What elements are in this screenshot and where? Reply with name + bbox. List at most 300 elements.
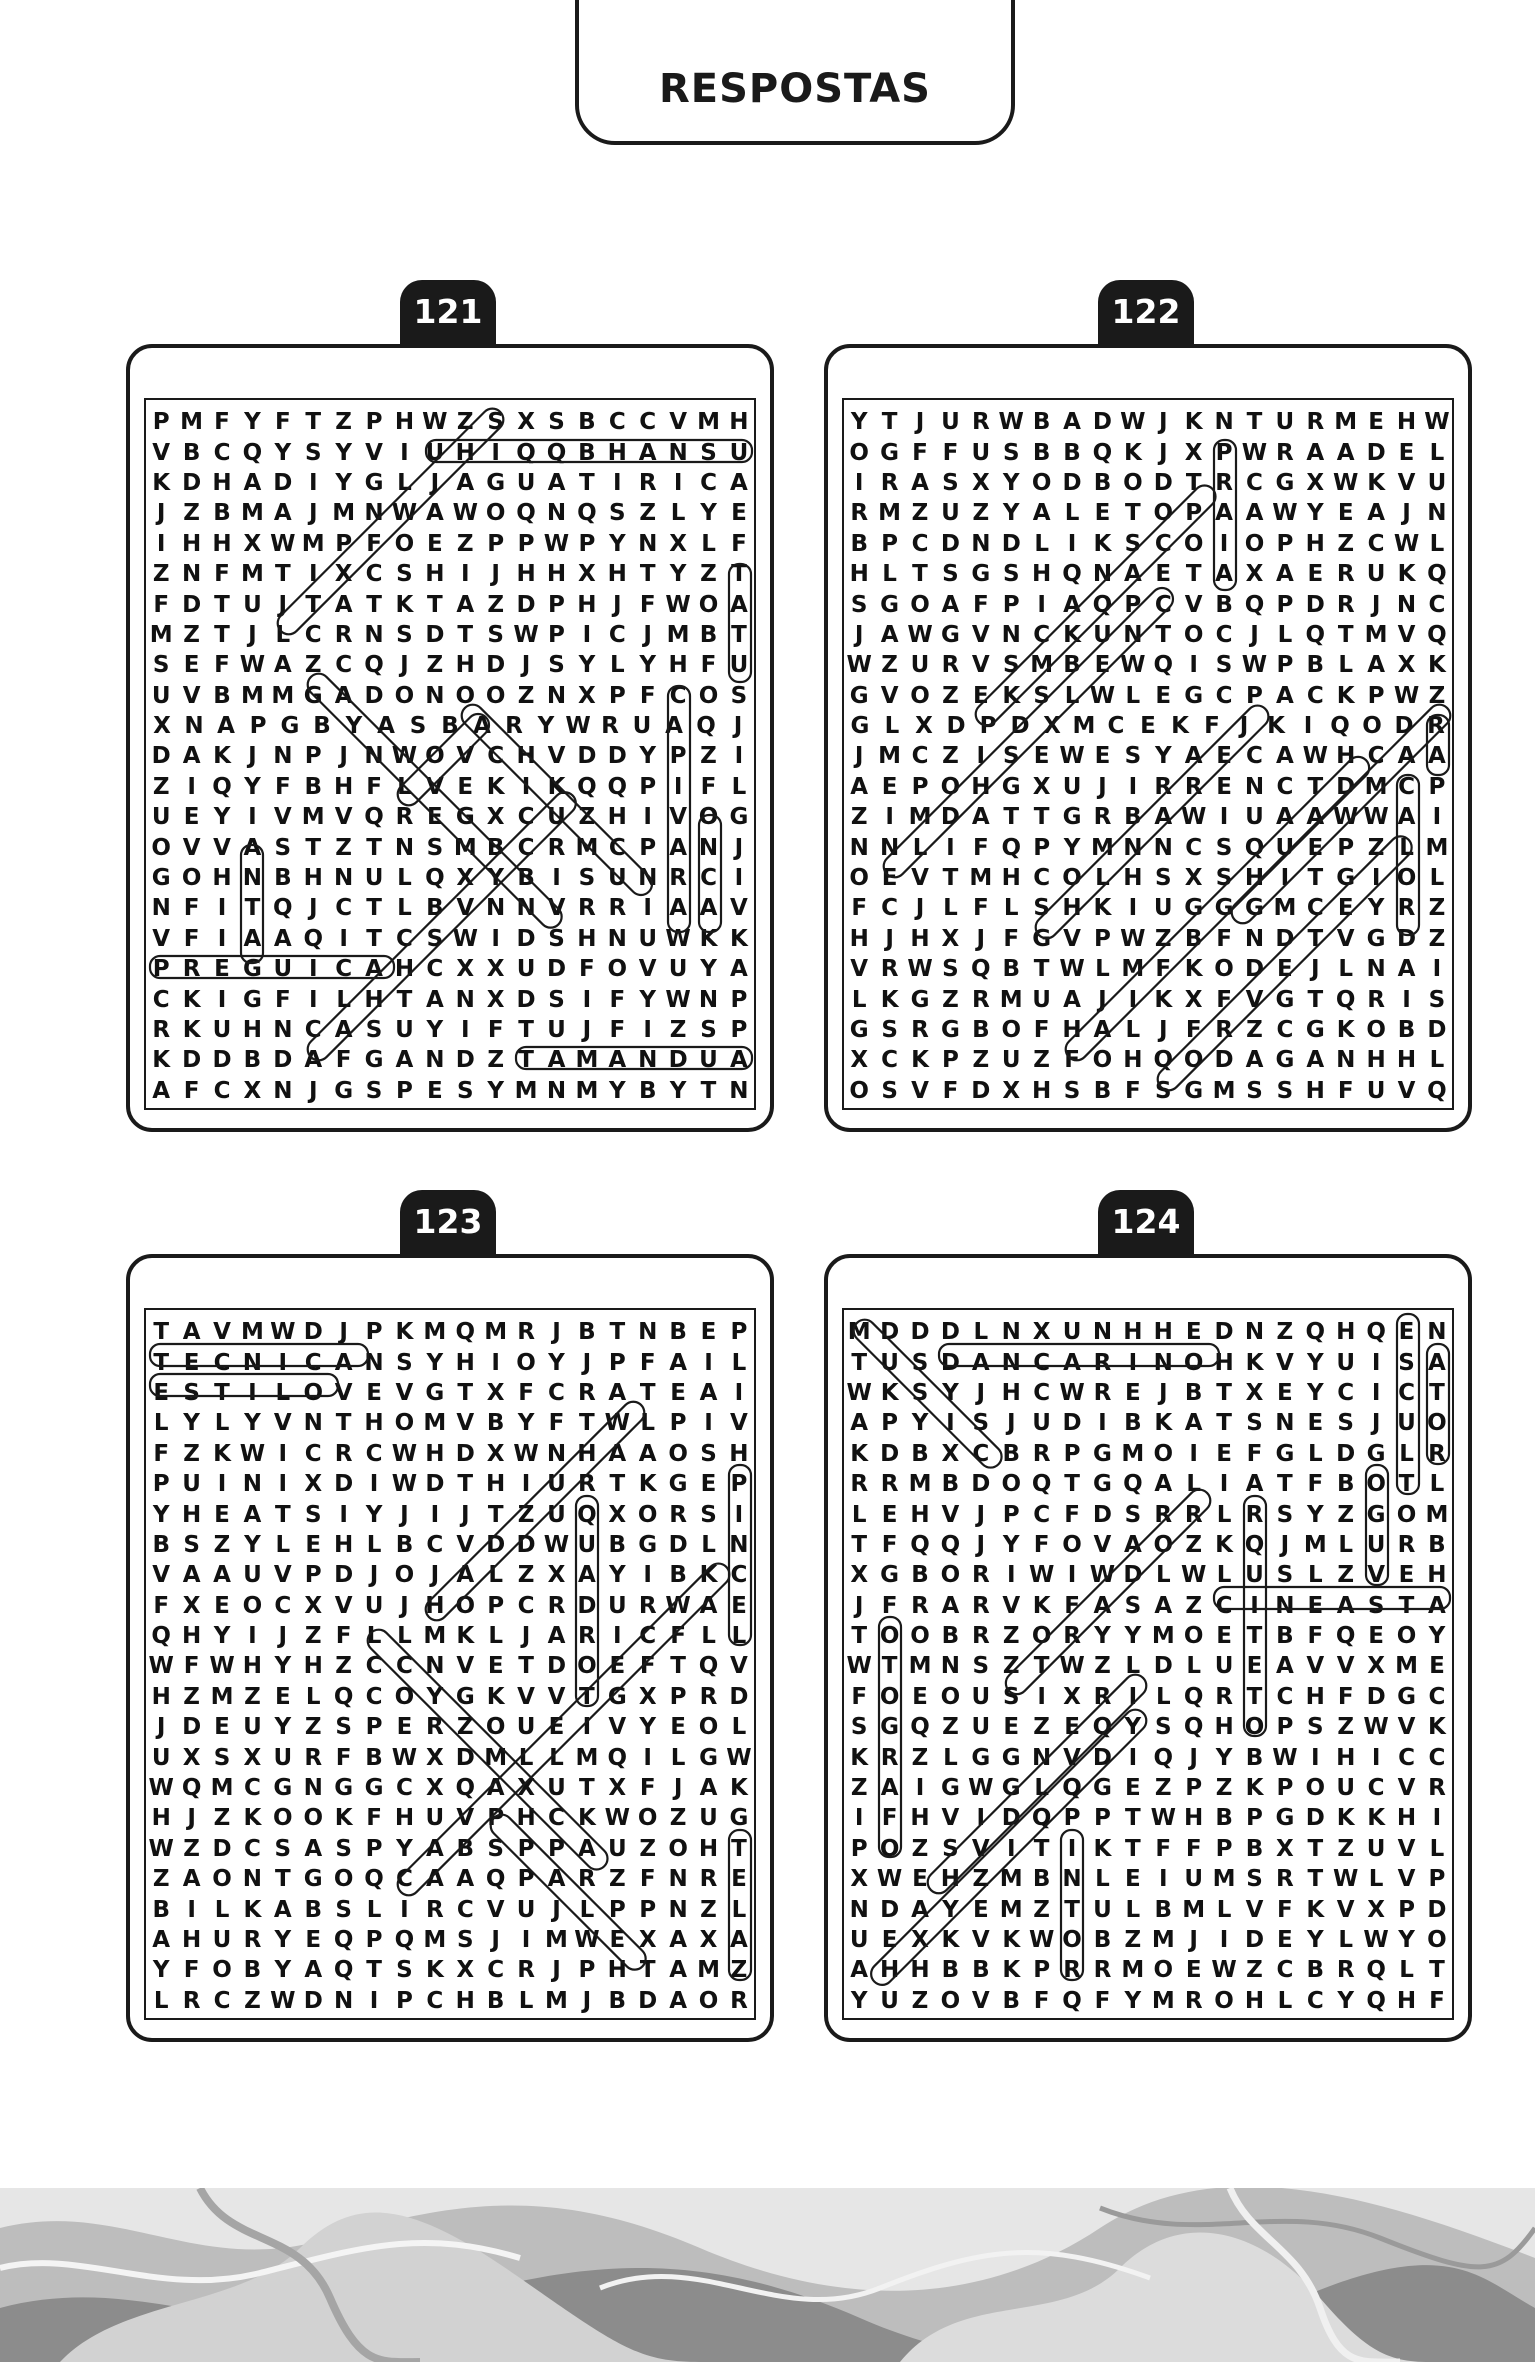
grid-letter: V [334, 1592, 353, 1619]
grid-letter: A [850, 1957, 869, 1984]
grid-letter: P [850, 1835, 868, 1862]
grid-letter: Q [1092, 591, 1113, 618]
grid-letter: V [730, 895, 748, 922]
grid-letter: Z [608, 1866, 626, 1893]
grid-letter: V [395, 1379, 414, 1406]
grid-letter: Z [669, 1805, 687, 1832]
grid-letter: N [1275, 1592, 1295, 1619]
grid-row [146, 681, 754, 711]
grid-letter: P [1063, 1440, 1081, 1467]
grid-row [844, 1439, 1452, 1469]
grid-letter: K [577, 1805, 596, 1832]
grid-letter: E [1125, 1379, 1141, 1406]
grid-letter: E [1125, 1775, 1141, 1802]
grid-letter: W [391, 1440, 418, 1467]
grid-letter: I [491, 439, 500, 466]
grid-letter: H [516, 743, 536, 770]
grid-letter: K [1063, 621, 1081, 648]
grid-letter: G [729, 1805, 749, 1832]
grid-letter: A [273, 925, 292, 952]
grid-letter: U [516, 956, 536, 983]
grid-letter: M [545, 1987, 568, 2014]
grid-letter: A [425, 500, 444, 527]
grid-letter: V [1306, 1653, 1325, 1680]
grid-letter: O [698, 591, 719, 618]
grid-letter: O [668, 1440, 688, 1467]
grid-letter: N [516, 895, 536, 922]
grid-letter: B [1032, 409, 1051, 436]
grid-letter: V [941, 1501, 960, 1528]
grid-letter: H [729, 1440, 749, 1467]
grid-letter: Q [394, 1927, 415, 1953]
grid-letter: G [910, 986, 930, 1013]
grid-letter: M [423, 1319, 447, 1346]
grid-letter: C [1398, 1379, 1415, 1406]
grid-letter: E [427, 1077, 443, 1104]
grid-letter: M [240, 500, 264, 527]
grid-letter: L [1095, 956, 1110, 983]
grid-letter: W [1363, 804, 1389, 831]
grid-letter: A [456, 1866, 475, 1893]
grid-letter: J [976, 1531, 986, 1558]
grid-letter: I [1303, 713, 1313, 740]
puzzle-grid-122 [842, 398, 1454, 1110]
grid-letter: R [971, 1562, 990, 1589]
grid-letter: I [1219, 1471, 1229, 1498]
grid-letter: P [152, 956, 170, 983]
grid-letter: A [425, 1866, 444, 1893]
grid-letter: R [505, 713, 523, 740]
grid-letter: Y [1124, 1987, 1142, 2014]
grid-letter: D [1336, 1440, 1356, 1467]
grid-letter: A [850, 1410, 869, 1437]
grid-letter: K [547, 773, 566, 800]
grid-letter: F [1033, 1987, 1050, 2014]
grid-letter: I [248, 804, 257, 831]
grid-letter: Q [1244, 591, 1265, 618]
grid-row [146, 1742, 754, 1772]
grid-letter: D [1244, 956, 1265, 983]
grid-letter: R [911, 1592, 929, 1619]
grid-letter: E [183, 804, 200, 831]
grid-letter: L [1338, 1927, 1354, 1953]
grid-letter: C [1033, 1501, 1051, 1528]
grid-letter: U [577, 1531, 597, 1558]
grid-letter: C [365, 1440, 383, 1467]
grid-letter: D [940, 530, 960, 557]
grid-letter: E [396, 1714, 413, 1741]
grid-letter: U [1062, 1319, 1082, 1346]
grid-letter: R [971, 1592, 990, 1619]
grid-letter: B [426, 895, 444, 922]
grid-letter: L [1338, 1531, 1354, 1558]
grid-letter: Y [578, 652, 596, 679]
grid-letter: X [1276, 1835, 1294, 1862]
grid-letter: S [1002, 439, 1020, 466]
grid-letter: C [1276, 1957, 1294, 1984]
grid-letter: Y [426, 1017, 444, 1043]
grid-letter: E [731, 500, 747, 527]
grid-letter: T [274, 561, 291, 588]
grid-letter: O [212, 1866, 232, 1893]
grid-letter: X [486, 1379, 505, 1406]
grid-letter: N [668, 439, 688, 466]
grid-letter: G [273, 1775, 293, 1802]
grid-letter: R [1184, 1501, 1203, 1528]
grid-letter: G [1001, 773, 1021, 800]
grid-letter: U [243, 1562, 262, 1589]
grid-letter: T [1337, 621, 1354, 648]
grid-row [844, 1712, 1452, 1742]
grid-letter: A [547, 469, 566, 496]
grid-letter: X [1184, 986, 1203, 1013]
grid-row [146, 1439, 754, 1469]
grid-letter: I [854, 469, 864, 496]
grid-letter: K [1336, 1805, 1355, 1832]
grid-letter: L [518, 1987, 534, 2014]
grid-letter: G [638, 1531, 658, 1558]
grid-letter: O [607, 956, 628, 983]
grid-letter: E [214, 1714, 230, 1741]
grid-letter: W [148, 1653, 174, 1680]
grid-letter: N [638, 1047, 658, 1074]
grid-letter: P [1033, 834, 1051, 861]
grid-letter: L [701, 530, 716, 557]
grid-letter: U [1336, 1349, 1356, 1376]
grid-letter: D [577, 1592, 597, 1619]
grid-letter: M [1425, 834, 1449, 861]
grid-letter: I [339, 1501, 348, 1528]
grid-letter: S [396, 1957, 413, 1984]
grid-letter: O [212, 1957, 232, 1984]
grid-letter: E [366, 1379, 382, 1406]
grid-letter: W [1302, 743, 1328, 770]
grid-letter: V [1245, 1896, 1264, 1923]
grid-letter: K [850, 1744, 869, 1771]
grid-letter: V [1397, 1866, 1416, 1893]
grid-letter: J [369, 1562, 379, 1589]
grid-letter: Q [212, 773, 232, 800]
grid-row [146, 1408, 754, 1438]
grid-letter: L [731, 773, 747, 800]
grid-letter: T [427, 591, 443, 618]
grid-letter: L [336, 986, 351, 1013]
grid-letter: I [308, 986, 318, 1013]
grid-letter: N [273, 1077, 293, 1104]
grid-letter: W [726, 1744, 752, 1771]
grid-row [146, 620, 754, 650]
grid-letter: O [394, 1410, 415, 1437]
grid-letter: A [1093, 1592, 1112, 1619]
grid-letter: P [487, 1592, 505, 1619]
grid-letter: Z [426, 652, 444, 679]
grid-letter: U [1366, 1531, 1386, 1558]
grid-letter: T [518, 1047, 534, 1074]
grid-letter: I [278, 1440, 288, 1467]
grid-letter: T [366, 895, 382, 922]
grid-letter: V [1063, 1744, 1081, 1771]
grid-letter: R [941, 652, 960, 679]
grid-letter: D [1062, 1410, 1082, 1437]
grid-letter: U [1001, 1047, 1021, 1074]
grid-letter: T [1307, 865, 1324, 892]
grid-letter: Y [1367, 895, 1385, 922]
grid-letter: Z [911, 500, 929, 527]
grid-letter: H [1244, 1987, 1265, 2014]
grid-letter: L [1125, 1896, 1141, 1923]
grid-letter: N [879, 834, 900, 861]
grid-letter: C [1398, 773, 1415, 800]
grid-row [146, 1015, 754, 1045]
grid-letter: F [1064, 1592, 1080, 1619]
grid-letter: H [577, 1440, 597, 1467]
grid-letter: V [730, 1410, 748, 1437]
grid-letter: U [1245, 804, 1264, 831]
grid-letter: Y [1306, 1501, 1324, 1528]
grid-letter: G [242, 956, 262, 983]
grid-row [844, 529, 1452, 559]
grid-letter: M [1151, 1623, 1175, 1650]
grid-row [146, 1621, 754, 1651]
grid-letter: Y [850, 409, 868, 436]
grid-letter: Z [517, 1562, 535, 1589]
grid-letter: K [1154, 1410, 1173, 1437]
grid-letter: K [213, 743, 231, 770]
grid-letter: U [699, 1805, 718, 1832]
grid-letter: D [1010, 713, 1030, 740]
grid-letter: E [1185, 1957, 1202, 1984]
grid-letter: A [1397, 804, 1416, 831]
grid-letter: T [670, 1653, 686, 1680]
puzzle-card-122 [824, 344, 1472, 1132]
grid-letter: I [491, 925, 500, 952]
grid-letter: R [601, 713, 619, 740]
grid-letter: U [941, 409, 960, 436]
grid-letter: H [1427, 1562, 1447, 1589]
grid-letter: C [1033, 1379, 1051, 1406]
grid-letter: Z [1154, 925, 1172, 952]
grid-letter: E [1216, 1623, 1232, 1650]
grid-row [146, 1560, 754, 1590]
grid-row [146, 893, 754, 923]
grid-letter: L [1399, 1440, 1414, 1467]
grid-letter: T [1246, 1623, 1263, 1650]
grid-letter: R [334, 621, 353, 648]
grid-letter: R [578, 895, 596, 922]
grid-letter: N [364, 743, 384, 770]
grid-letter: N [1396, 591, 1417, 618]
grid-letter: U [243, 591, 262, 618]
grid-letter: G [971, 561, 991, 588]
grid-letter: F [183, 1653, 200, 1680]
grid-letter: K [182, 986, 201, 1013]
grid-letter: W [1333, 1866, 1359, 1893]
grid-letter: N [425, 1047, 445, 1074]
grid-letter: O [577, 1653, 597, 1680]
grid-row [844, 1803, 1452, 1833]
grid-letter: Q [696, 713, 716, 740]
grid-letter: V [971, 621, 990, 648]
grid-letter: Y [669, 561, 687, 588]
grid-letter: L [397, 895, 412, 922]
grid-letter: E [1307, 561, 1324, 588]
grid-letter: B [608, 1531, 627, 1558]
grid-letter: G [880, 439, 900, 466]
grid-row [844, 924, 1452, 954]
grid-letter: W [1150, 1805, 1176, 1832]
grid-letter: B [243, 1957, 262, 1984]
grid-letter: J [521, 652, 531, 679]
grid-letter: A [1275, 682, 1294, 709]
grid-letter: E [1216, 1440, 1232, 1467]
grid-letter: P [1246, 1805, 1263, 1832]
grid-letter: R [1093, 1349, 1112, 1376]
grid-letter: X [1043, 713, 1061, 740]
grid-letter: U [151, 682, 171, 709]
grid-letter: I [1280, 865, 1290, 892]
grid-letter: O [1214, 956, 1234, 983]
grid-letter: T [1216, 1410, 1232, 1437]
grid-letter: G [1062, 804, 1082, 831]
grid-letter: J [1189, 1927, 1198, 1953]
grid-letter: B [365, 1744, 383, 1771]
grid-letter: M [1091, 834, 1114, 861]
grid-letter: W [239, 652, 266, 679]
grid-letter: K [1306, 1896, 1325, 1923]
grid-letter: C [881, 1047, 899, 1074]
grid-letter: G [940, 621, 960, 648]
grid-letter: G [850, 713, 870, 740]
grid-letter: K [850, 1440, 869, 1467]
grid-letter: X [1367, 1653, 1385, 1680]
grid-letter: M [908, 804, 932, 831]
grid-letter: Q [273, 895, 293, 922]
grid-letter: K [1093, 1835, 1112, 1862]
grid-letter: T [1307, 1866, 1324, 1893]
grid-letter: Z [1033, 1714, 1050, 1741]
grid-letter: X [1306, 469, 1325, 496]
grid-letter: P [639, 773, 657, 800]
grid-letter: O [425, 743, 445, 770]
grid-letter: K [1032, 1592, 1051, 1619]
grid-letter: H [577, 925, 597, 952]
grid-letter: E [972, 1896, 989, 1923]
grid-letter: J [976, 925, 986, 952]
grid-letter: K [1093, 895, 1112, 922]
grid-letter: B [304, 773, 322, 800]
grid-letter: O [879, 1835, 900, 1862]
grid-letter: X [1184, 865, 1203, 892]
grid-letter: Z [1154, 1775, 1172, 1802]
grid-letter: X [1245, 1379, 1264, 1406]
grid-letter: K [486, 1683, 505, 1710]
grid-letter: S [1002, 1683, 1020, 1710]
grid-row [844, 1742, 1452, 1772]
grid-letter: A [395, 1047, 414, 1074]
grid-letter: C [335, 956, 353, 983]
grid-letter: W [1180, 804, 1207, 831]
grid-letter: A [1032, 500, 1051, 527]
grid-letter: X [517, 409, 535, 436]
grid-letter: M [697, 409, 720, 436]
grid-letter: W [1059, 743, 1085, 770]
grid-letter: H [1336, 743, 1356, 770]
grid-letter: A [669, 1987, 688, 2014]
grid-letter: T [366, 925, 382, 952]
grid-letter: T [851, 1531, 868, 1558]
grid-letter: P [1276, 1714, 1294, 1741]
grid-letter: K [486, 773, 505, 800]
grid-letter: U [516, 1714, 536, 1741]
grid-letter: A [1275, 561, 1294, 588]
grid-letter: G [729, 804, 749, 831]
grid-letter: Y [1306, 1379, 1324, 1406]
grid-letter: J [248, 743, 257, 770]
grid-letter: Y [537, 713, 555, 740]
grid-letter: J [491, 561, 500, 588]
grid-letter: H [910, 1957, 930, 1984]
grid-letter: N [455, 986, 475, 1013]
grid-letter: P [979, 713, 997, 740]
grid-letter: U [1245, 1562, 1264, 1589]
grid-letter: C [911, 743, 929, 770]
grid-letter: A [1397, 743, 1416, 770]
grid-letter: I [430, 1501, 440, 1528]
grid-letter: L [1429, 1835, 1445, 1862]
grid-letter: B [941, 1957, 960, 1984]
grid-letter: G [334, 1775, 354, 1802]
grid-letter: B [441, 713, 459, 740]
grid-letter: E [1398, 1562, 1415, 1589]
grid-letter: C [1337, 1379, 1355, 1406]
grid-letter: E [1277, 956, 1293, 983]
grid-letter: X [486, 1440, 505, 1467]
grid-letter: V [1063, 925, 1081, 952]
grid-letter: I [643, 1562, 652, 1589]
grid-letter: C [608, 621, 626, 648]
grid-letter: H [1123, 1047, 1143, 1074]
grid-letter: S [183, 1531, 200, 1558]
grid-letter: Q [577, 1501, 597, 1528]
grid-letter: I [308, 561, 318, 588]
grid-letter: A [941, 591, 960, 618]
grid-letter: S [335, 1714, 352, 1741]
grid-letter: Y [1063, 834, 1081, 861]
grid-letter: Z [1367, 834, 1385, 861]
grid-letter: P [1398, 1896, 1415, 1923]
grid-letter: A [334, 1017, 353, 1043]
grid-letter: K [182, 1017, 201, 1043]
grid-row [844, 863, 1452, 893]
grid-letter: R [304, 1744, 323, 1771]
grid-letter: V [547, 743, 566, 770]
grid-letter: F [1216, 925, 1232, 952]
grid-letter: C [365, 561, 383, 588]
grid-row [844, 984, 1452, 1014]
grid-letter: I [1402, 986, 1411, 1013]
grid-letter: G [1275, 469, 1295, 496]
grid-letter: K [1428, 1714, 1446, 1741]
grid-letter: H [516, 1805, 536, 1832]
grid-letter: I [521, 773, 531, 800]
grid-letter: U [425, 439, 445, 466]
grid-letter: E [1368, 409, 1384, 436]
grid-letter: C [365, 1653, 383, 1680]
grid-letter: L [1125, 1653, 1141, 1680]
grid-letter: N [334, 865, 354, 892]
grid-letter: L [1034, 1775, 1049, 1802]
grid-letter: S [1367, 1592, 1385, 1619]
